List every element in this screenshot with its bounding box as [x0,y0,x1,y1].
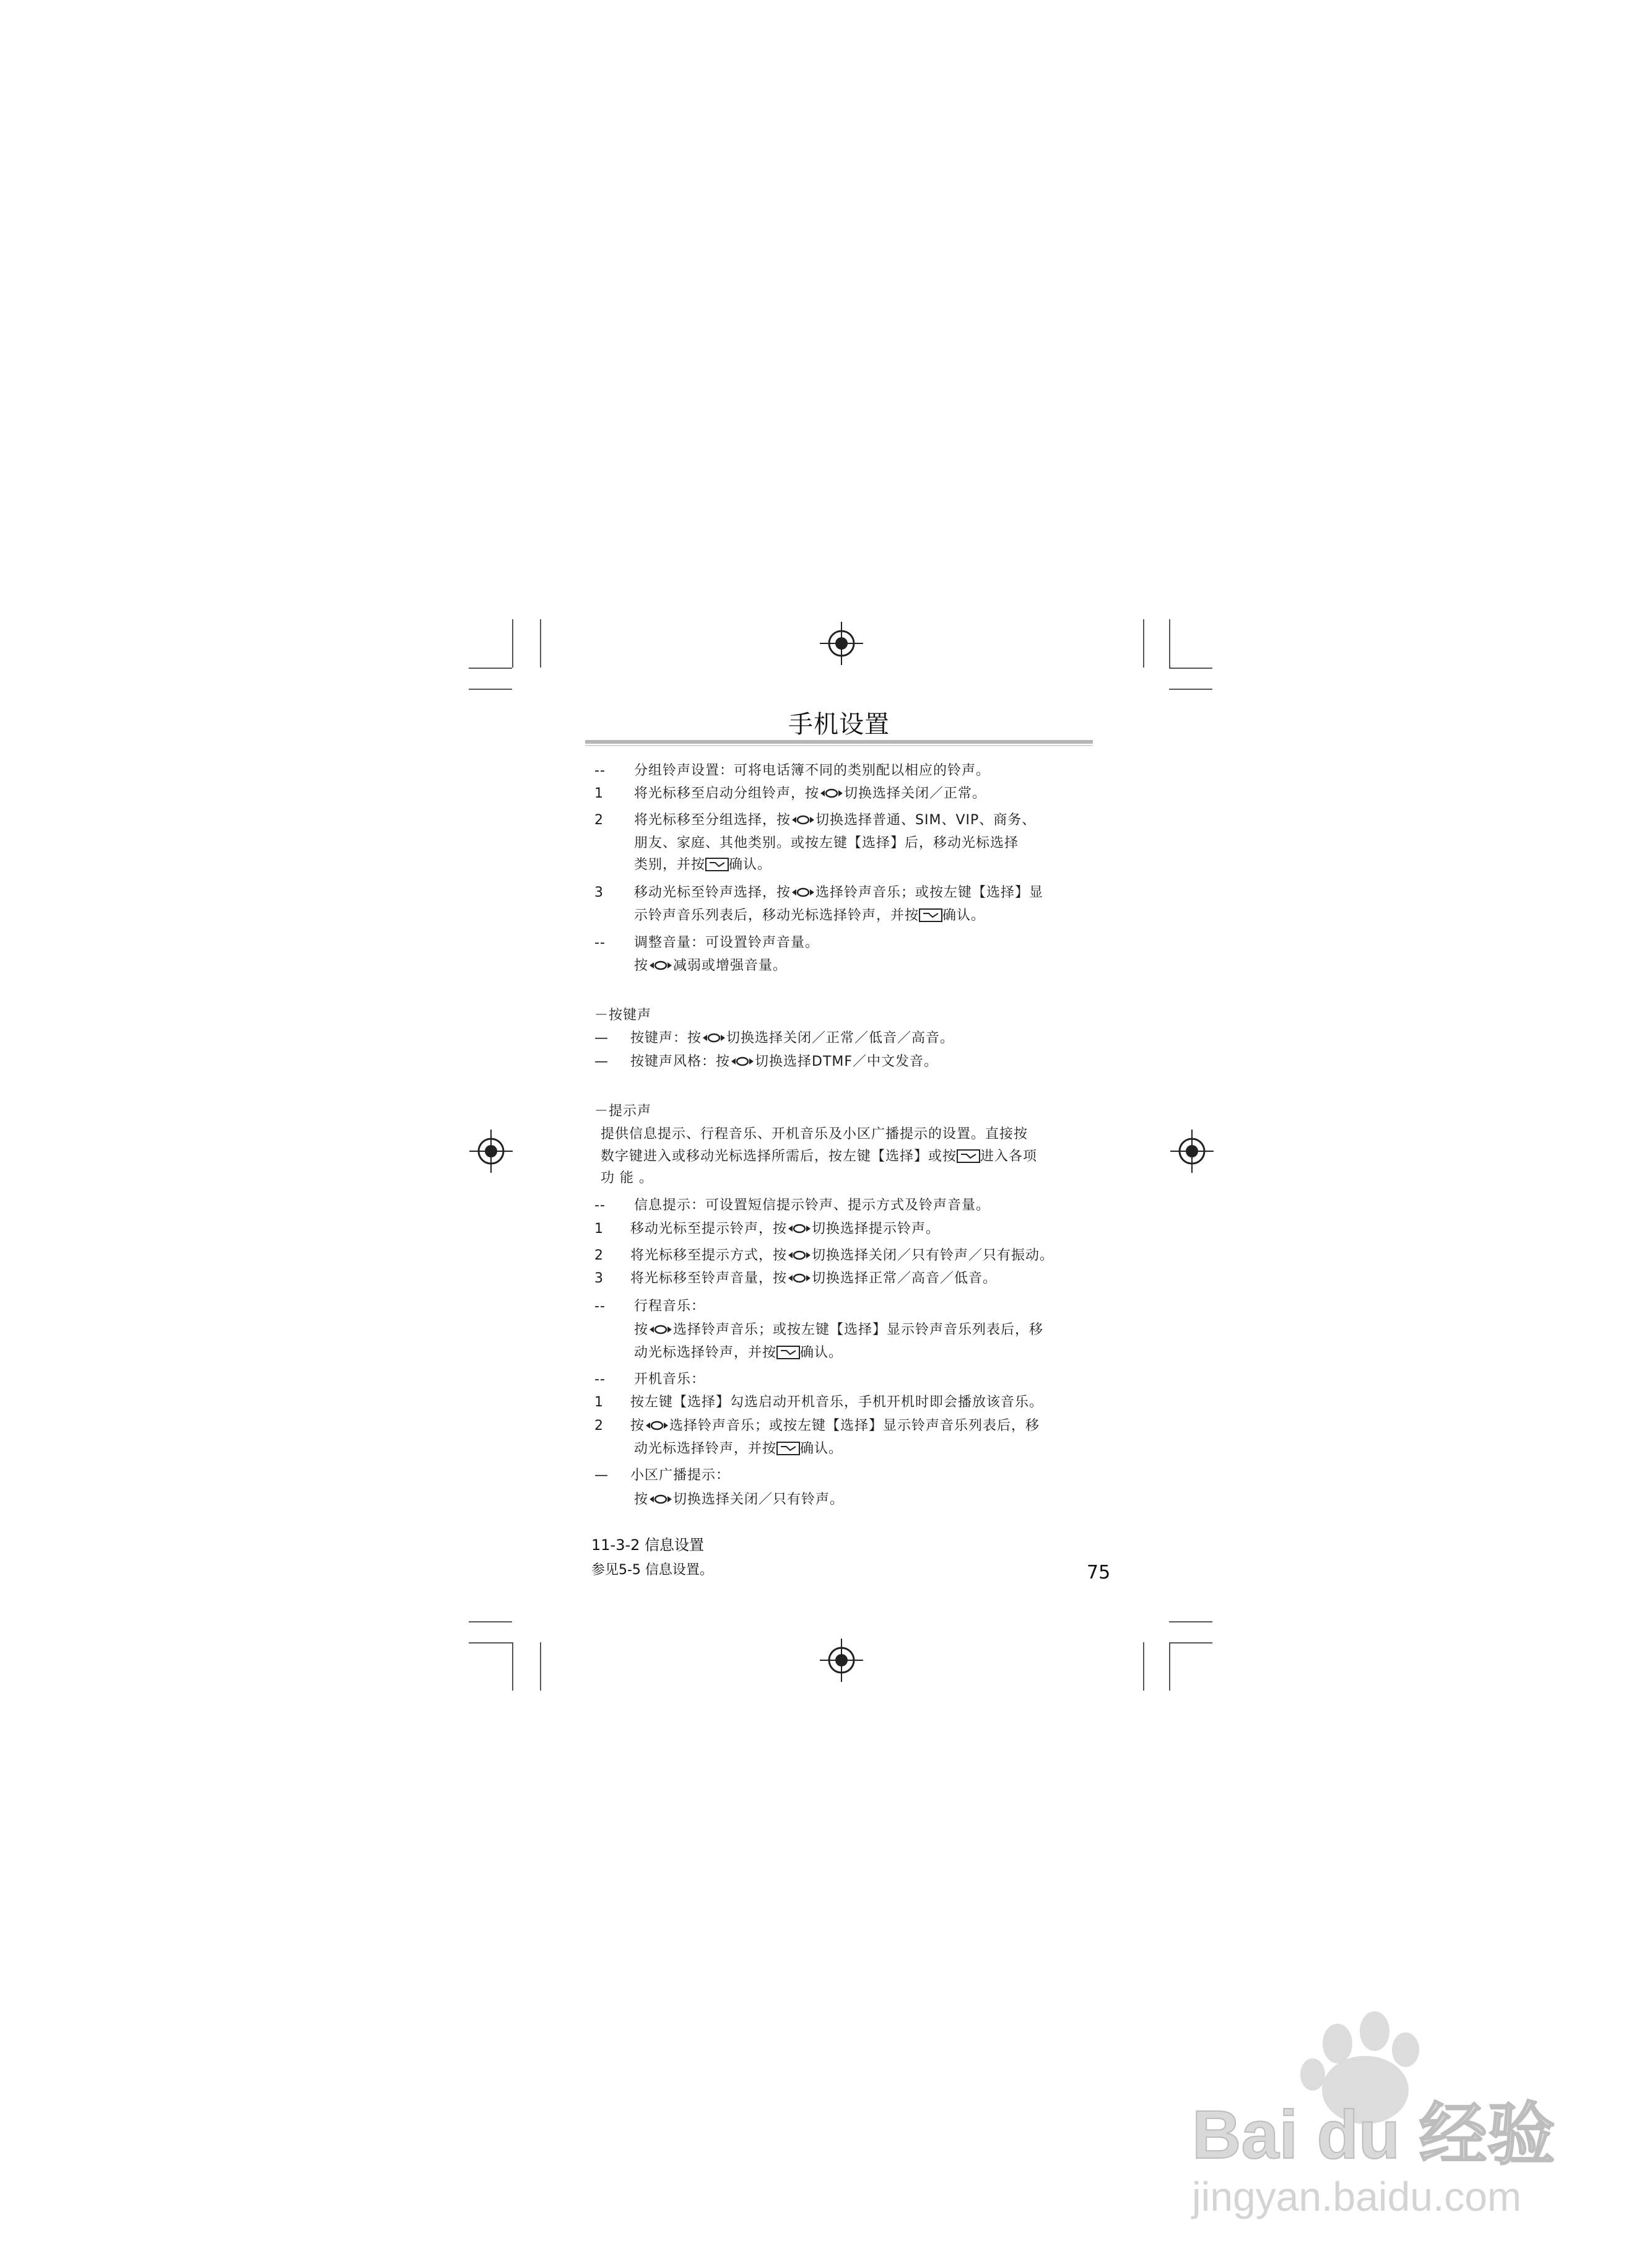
watermark-url: jingyan.baidu.com [1192,2174,1521,2219]
item-marker: 2 [594,812,604,828]
text-fragment: 按 [634,1492,649,1507]
title-rule [585,745,1093,746]
ok-key-icon [705,857,729,873]
nav-key-icon [791,812,815,828]
crop-mark [1169,1642,1212,1644]
crop-mark [540,1642,541,1691]
item-marker: -- [594,1299,606,1314]
nav-key-icon [645,1418,669,1434]
item-marker: -- [594,1372,606,1387]
registration-mark-icon [469,1130,513,1173]
text-fragment: 小区广播提示： [630,1468,731,1483]
text-fragment: 选择铃声音乐；或按左键【选择】显示铃声音乐列表后，移 [669,1418,1040,1434]
text-fragment: 确认。 [729,857,772,873]
text-fragment: 确认。 [800,1345,843,1361]
text-fragment: 切换选择关闭／只有铃声。 [673,1492,845,1507]
text-fragment: －提示声 [594,1104,652,1119]
text-fragment: 选择铃声音乐；或按左键【选择】显 [815,885,1044,900]
text-fragment: 按 [634,1322,649,1338]
crop-mark [1169,1621,1212,1622]
crop-mark [1143,1642,1144,1691]
nav-key-icon [787,1271,812,1286]
nav-key-icon [787,1248,812,1263]
text-line [601,1169,653,1188]
text-fragment: 移动光标至铃声选择，按 [634,885,791,900]
registration-mark-icon [820,622,863,665]
reference-note: 参见5-5 信息设置。 [591,1562,713,1578]
text-fragment: 将光标移至启动分组铃声，按 [634,786,820,801]
text-fragment: 切换选择提示铃声。 [812,1221,941,1237]
text-line [634,834,1019,853]
item-marker: 1 [594,786,604,801]
text-line [634,1491,844,1509]
item-marker: 1 [594,1395,604,1410]
text-fragment: 功 能 。 [601,1170,653,1186]
text-fragment: 分组铃声设置：可将电话簿不同的类别配以相应的铃声。 [634,763,991,778]
nav-key-icon [702,1030,726,1046]
text-fragment: 示铃声音乐列表后，移动光标选择铃声，并按 [634,908,919,923]
text-line [594,1466,730,1485]
item-marker: -- [594,935,606,951]
text-fragment: 切换选择关闭／只有铃声／只有振动。 [812,1248,1054,1263]
text-line [594,1196,990,1215]
item-marker: 2 [594,1248,604,1263]
text-fragment: 切换选择普通、SIM、VIP、商务、 [815,812,1037,828]
text-fragment: 移动光标至提示铃声，按 [630,1221,788,1237]
text-fragment: 朋友、家庭、其他类别。或按左键【选择】后，移动光标选择 [634,835,1019,851]
text-line [594,1053,938,1071]
item-marker: 3 [594,885,604,900]
text-fragment: 按 [630,1418,645,1434]
text-fragment: 数字键进入或移动光标选择所需后，按左键【选择】或按 [601,1149,957,1164]
item-marker: 1 [594,1221,604,1237]
text-fragment: 开机音乐： [634,1372,706,1387]
item-marker: — [594,1054,609,1069]
text-fragment: 将光标移至铃声音量，按 [630,1271,788,1286]
crop-mark [469,689,512,690]
item-marker: -- [594,1198,606,1213]
text-fragment: 确认。 [800,1441,843,1456]
text-line [634,907,985,925]
text-fragment: 减弱或增强音量。 [673,958,788,973]
item-marker: 2 [594,1418,604,1434]
text-fragment: 行程音乐： [634,1299,706,1314]
crop-mark [469,668,512,669]
nav-key-icon [648,1492,673,1507]
crop-mark [540,619,541,668]
text-line [594,1393,1043,1412]
registration-mark-icon [820,1639,863,1682]
text-fragment: 动光标选择铃声，并按 [634,1441,777,1456]
text-line [634,1440,843,1458]
text-fragment: 选择铃声音乐；或按左键【选择】显示铃声音乐列表后，移 [673,1322,1044,1338]
crop-mark [1169,1642,1170,1691]
text-line [594,884,1043,902]
text-fragment: 按键声风格：按 [630,1054,731,1069]
text-fragment: 切换选择DTMF／中文发音。 [755,1054,939,1069]
nav-key-icon [819,786,844,801]
nav-key-icon [648,1322,673,1338]
crop-mark [1169,619,1170,668]
text-fragment: 按左键【选择】勾选启动开机音乐，手机开机时即会播放该音乐。 [630,1395,1044,1410]
baidu-watermark [1180,2006,1582,2223]
title-rule [585,740,1093,744]
text-line [594,1247,1054,1265]
page-title: 手机设置 [788,710,890,739]
text-line [594,785,986,803]
ok-key-icon [919,908,942,923]
text-fragment: 将光标移至分组选择，按 [634,812,791,828]
text-line [594,1102,651,1121]
item-marker: -- [594,763,606,778]
nav-key-icon [730,1054,755,1069]
text-fragment: 调整音量：可设置铃声音量。 [634,935,820,951]
watermark-brand: Bai du 经验 [1192,2097,1555,2173]
text-fragment: 切换选择关闭／正常／低音／高音。 [726,1030,955,1046]
section-heading: 11-3-2 信息设置 [591,1536,705,1554]
text-fragment: 确认。 [942,908,986,923]
nav-key-icon [648,958,673,973]
text-fragment: 信息提示：可设置短信提示铃声、提示方式及铃声音量。 [634,1198,991,1213]
text-line [594,934,819,952]
nav-key-icon [787,1221,812,1237]
ok-key-icon [776,1441,800,1456]
item-marker: 3 [594,1271,604,1286]
text-fragment: 动光标选择铃声，并按 [634,1345,777,1361]
item-marker: — [594,1030,609,1046]
text-line [594,1029,954,1048]
text-line [601,1147,1037,1166]
text-line [594,811,1036,830]
text-line [634,1321,1043,1339]
crop-mark [1169,689,1212,690]
text-line [601,1125,1028,1144]
crop-mark [469,1642,512,1644]
item-marker: — [594,1468,609,1483]
text-line [594,762,990,780]
text-line [594,1370,705,1389]
text-fragment: 进入各项 [980,1149,1038,1164]
crop-mark [1169,668,1212,669]
text-fragment: 按键声：按 [630,1030,702,1046]
text-line [634,856,772,874]
text-fragment: 按 [634,958,649,973]
crop-mark [1143,619,1144,668]
text-line [594,1220,940,1239]
text-line [594,1006,651,1025]
crop-mark [469,1621,512,1622]
ok-key-icon [776,1345,800,1361]
text-fragment: 提供信息提示、行程音乐、开机音乐及小区广播提示的设置。直接按 [601,1126,1028,1142]
text-line [634,1344,843,1362]
text-line [594,1269,997,1288]
nav-key-icon [791,885,815,900]
page-number: 75 [1087,1562,1111,1583]
text-fragment: 将光标移至提示方式，按 [630,1248,788,1263]
text-fragment: 切换选择正常／高音／低音。 [812,1271,998,1286]
text-line [634,957,787,975]
crop-mark [512,619,513,668]
text-line [594,1417,1040,1435]
text-fragment: 切换选择关闭／正常。 [844,786,987,801]
crop-mark [512,1642,513,1691]
registration-mark-icon [1170,1130,1214,1173]
text-fragment: 类别，并按 [634,857,706,873]
text-fragment: －按键声 [594,1008,652,1023]
ok-key-icon [957,1149,980,1164]
text-line [594,1297,705,1316]
